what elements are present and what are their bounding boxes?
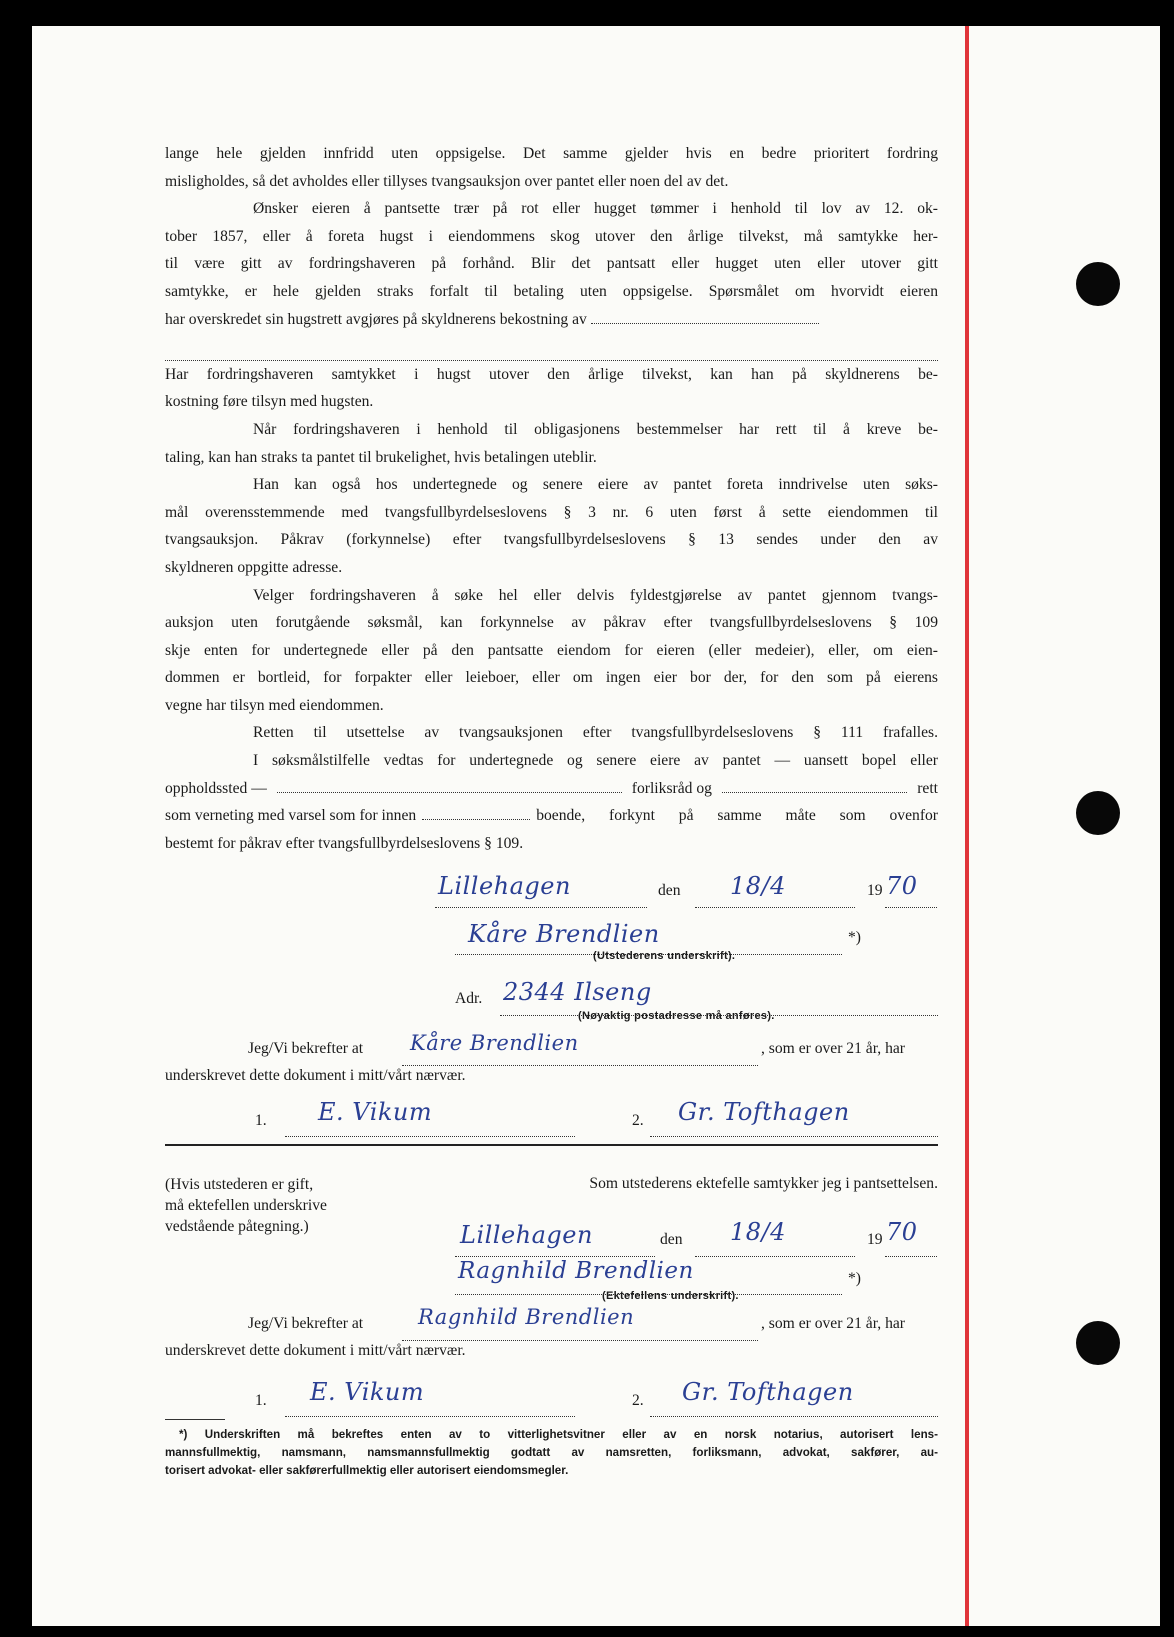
issuer-signature: Kåre Brendlien	[468, 920, 660, 948]
handwritten-year: 70	[886, 872, 918, 900]
paragraph-line: dommen er bortleid, for forpakter eller leieboer, eller om ingen eier bor der, for den som på eierens	[165, 669, 938, 687]
spouse-consent: Som utstederens ektefelle samtykker jeg i pantsettelsen.	[589, 1175, 938, 1192]
address-label: Adr.	[455, 990, 483, 1007]
footnote-line: mannsfullmektig, namsmann, namsmannsfullmektig godtatt av namsretten, forliksmann, advokat, sakfører, au-	[165, 1446, 938, 1459]
signature-caption: (Ektefellens underskrift).	[602, 1290, 739, 1302]
confirm-tail: , som er over 21 år, har	[761, 1040, 905, 1057]
punch-hole	[1076, 1321, 1120, 1365]
paragraph-line: Han kan også hos undertegnede og senere eiere av pantet foreta inndrivelse uten søks-	[253, 476, 938, 494]
paragraph-line: auksjon uten forutgående søksmål, kan forkynnelse av påkrav efter tvangsfullbyrdelseslovens § 109	[165, 614, 938, 632]
margin-line	[965, 26, 969, 1626]
body-text	[165, 140, 938, 857]
paragraph-line: taling, kan han straks ta pantet til brukelighet, hvis betalingen uteblir.	[165, 448, 597, 466]
paragraph-line: Når fordringshaveren i henhold til obligasjonens bestemmelser har rett til å kreve be-	[253, 420, 938, 438]
witness-2-signature: Gr. Tofthagen	[678, 1098, 850, 1126]
footnote-line: *) Underskriften må bekreftes enten av to vitterlighetsvitner eller av en norsk notarius, autorisert lens-	[179, 1428, 938, 1441]
paragraph-line: Retten til utsettelse av tvangsauksjonen efter tvangsfullbyrdelseslovens § 111 frafalles.	[253, 724, 938, 742]
fill-line	[722, 778, 907, 793]
paragraph-line	[165, 802, 938, 830]
fill-line	[435, 893, 647, 908]
fill-line	[650, 1402, 938, 1417]
paragraph-line: I søksmålstilfelle vedtas for undertegnede og senere eiere av pantet — uansett bopel eller	[253, 752, 938, 770]
footnote-mark: *)	[848, 929, 861, 946]
spouse-note-line: må ektefellen underskrive	[165, 1197, 327, 1214]
fill-line	[285, 1122, 575, 1137]
paragraph-line: tvangsauksjon. Påkrav (forkynnelse) efter tvangsfullbyrdelseslovens § 13 sendes under den av	[165, 531, 938, 549]
paragraph-line: Har fordringshaveren samtykket i hugst utover den årlige tilvekst, kan han på skyldnerens be-	[165, 365, 938, 383]
den-label: den	[658, 882, 681, 899]
fill-line	[695, 893, 855, 908]
spouse-note-line: vedstående påtegning.)	[165, 1218, 309, 1235]
fill-line	[402, 1326, 758, 1341]
handwritten-date: 18/4	[730, 1218, 786, 1246]
handwritten-place: Lillehagen	[460, 1221, 593, 1249]
witness-number: 1.	[255, 1112, 267, 1129]
punch-hole	[1076, 262, 1120, 306]
year-prefix: 19	[867, 1231, 883, 1248]
paragraph-text: rett	[917, 779, 938, 797]
fill-line	[591, 309, 819, 324]
fill-line	[402, 1051, 758, 1066]
witness-number: 2.	[632, 1112, 644, 1129]
fill-line	[885, 893, 937, 908]
witness-number: 2.	[632, 1392, 644, 1409]
footnote	[165, 1426, 938, 1480]
year-prefix: 19	[867, 882, 883, 899]
paragraph-line: bestemt for påkrav efter tvangsfullbyrdelseslovens § 109.	[165, 834, 524, 852]
handwritten-place: Lillehagen	[438, 872, 571, 900]
fill-line	[165, 333, 938, 361]
paragraph-line: misligholdes, så det avholdes eller tillyses tvangsauksjon over pantet eller noen del av det.	[165, 172, 729, 190]
paragraph-line: skje enten for undertegnede eller på den pantsatte eiendom for eieren (eller medeier), eller, om eien-	[165, 641, 938, 659]
paragraph-text: forliksråd og	[631, 779, 712, 797]
footnote-rule	[165, 1419, 225, 1420]
witness-2-signature: Gr. Tofthagen	[682, 1378, 854, 1406]
punch-hole	[1076, 791, 1120, 835]
witness-1-signature: E. Vikum	[318, 1098, 433, 1126]
witness-number: 1.	[255, 1392, 267, 1409]
handwritten-date: 18/4	[730, 872, 786, 900]
paragraph-line: tober 1857, eller å foreta hugst i eiendommens skog utover den årlige tilvekst, må samtykke her-	[165, 227, 938, 245]
confirm-line: underskrevet dette dokument i mitt/vårt nærvær.	[165, 1067, 466, 1084]
paragraph-line: lange hele gjelden innfridd uten oppsigelse. Det samme gjelder hvis en bedre prioritert fordring	[165, 145, 938, 162]
fill-line	[455, 1242, 655, 1257]
handwritten-year: 70	[886, 1218, 918, 1246]
handwritten-confirm-name: Ragnhild Brendlien	[418, 1305, 635, 1329]
fill-line	[277, 778, 622, 793]
paragraph-line: Ønsker eieren å pantsette trær på rot eller hugget tømmer i henhold til lov av 12. ok-	[253, 200, 938, 218]
confirm-label: Jeg/Vi bekrefter at	[248, 1315, 364, 1332]
confirm-line: underskrevet dette dokument i mitt/vårt nærvær.	[165, 1342, 466, 1359]
fill-line	[885, 1242, 937, 1257]
fill-line	[285, 1402, 575, 1417]
paragraph-text: som verneting med varsel som for innen	[165, 807, 417, 825]
paragraph-line	[165, 775, 938, 803]
paragraph-line: kostning føre tilsyn med hugsten.	[165, 393, 374, 411]
witness-1-signature: E. Vikum	[310, 1378, 425, 1406]
paragraph-line: samtykke, er hele gjelden straks forfalt til betaling uten oppsigelse. Spørsmålet om hvorvidt eieren	[165, 282, 938, 300]
confirm-tail: , som er over 21 år, har	[761, 1315, 905, 1332]
paragraph-line: Velger fordringshaveren å søke hel eller delvis fyldestgjørelse av pantet gjennom tvangs-	[253, 586, 938, 604]
paragraph-line: skyldneren oppgitte adresse.	[165, 558, 343, 576]
den-label: den	[660, 1231, 683, 1248]
paragraph-text: oppholdssted —	[165, 779, 267, 797]
confirm-label: Jeg/Vi bekrefter at	[248, 1040, 364, 1057]
fill-line	[422, 805, 530, 820]
footnote-mark: *)	[848, 1270, 861, 1287]
paragraph-line	[165, 306, 938, 334]
signature-caption: (Utstederens underskrift).	[593, 950, 736, 962]
section-divider	[165, 1144, 938, 1146]
paragraph-text: har overskredet sin hugstrett avgjøres på skyldnerens bekostning av	[165, 310, 587, 328]
address-caption: (Nøyaktig postadresse må anføres).	[578, 1010, 775, 1022]
spouse-signature: Ragnhild Brendlien	[458, 1258, 694, 1284]
fill-line	[695, 1242, 855, 1257]
footnote-line: torisert advokat- eller sakførerfullmektig eller autorisert eiendomsmegler.	[165, 1464, 569, 1477]
handwritten-address: 2344 Ilseng	[503, 978, 652, 1006]
paragraph-line: mål overensstemmende med tvangsfullbyrdelseslovens § 3 nr. 6 uten først å sette eiendommen til	[165, 503, 938, 521]
spouse-note-line: (Hvis utstederen er gift,	[165, 1176, 314, 1193]
paragraph-line: til være gitt av fordringshaveren på forhånd. Blir det pantsatt eller hugget uten eller utover gitt	[165, 255, 938, 273]
paragraph-line: vegne har tilsyn med eiendommen.	[165, 696, 384, 714]
paragraph-text: boende, forkynt på samme måte som ovenfor	[536, 807, 938, 825]
spouse-note	[165, 1174, 327, 1237]
handwritten-confirm-name: Kåre Brendlien	[410, 1031, 579, 1055]
fill-line	[650, 1122, 938, 1137]
